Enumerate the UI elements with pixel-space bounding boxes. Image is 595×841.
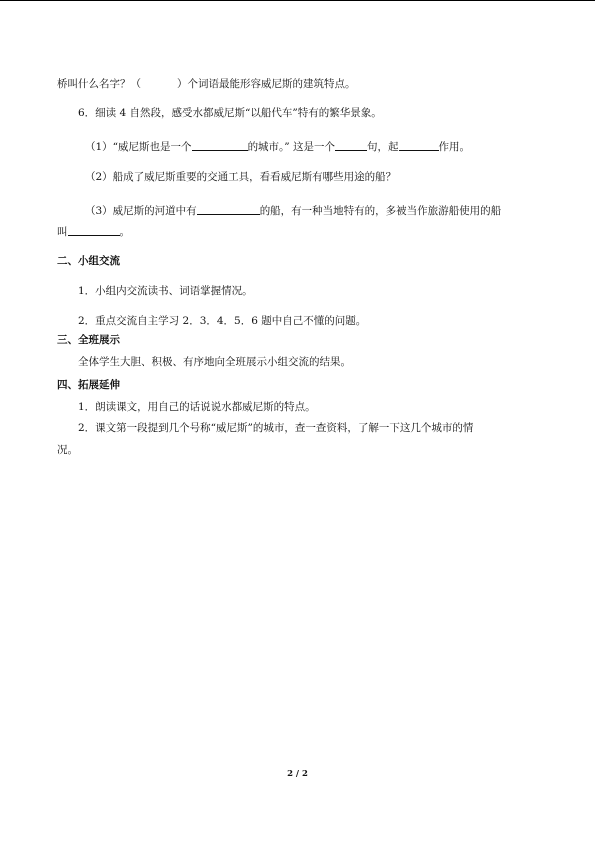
text-segment: 桥叫什么名字？（: [57, 78, 141, 90]
text-segment: 。: [119, 226, 130, 238]
page-number: 2 / 2: [287, 769, 308, 779]
question-6-3: [85, 202, 501, 218]
text-segment: 的船，有一种当地特有的，多被当作旅游船使用的船: [259, 205, 502, 217]
text-segment: 叫: [57, 226, 68, 238]
top-rule: [0, 0, 595, 1]
section-2-item-2: 2．重点交流自主学习 2．3．4．5．6 题中自己不懂的问题。: [78, 315, 367, 327]
question-6: 6．细读 4 自然段，感受水都威尼斯“以船代车”特有的繁华景象。: [78, 107, 382, 119]
section-3-title: 三、全班展示: [57, 334, 120, 346]
fill-blank[interactable]: [192, 139, 248, 151]
section-4-item-2-continued: 况。: [57, 444, 78, 456]
text-segment: 句，起: [367, 141, 399, 153]
section-4-item-2: 2．课文第一段提到几个号称“威尼斯”的城市，查一查资料，了解一下这几个城市的情: [78, 422, 474, 434]
text-segment: 的城市。” 这是一个: [247, 141, 336, 153]
fill-blank[interactable]: [335, 139, 367, 151]
text-segment: ）个词语最能形容威尼斯的建筑特点。: [177, 78, 356, 90]
text-segment: （1）“威尼斯也是一个: [85, 141, 192, 153]
question-6-2: （2）船成了威尼斯重要的交通工具，看看威尼斯有哪些用途的船？: [85, 171, 397, 183]
section-2-title: 二、小组交流: [57, 255, 120, 267]
text-segment: （3）威尼斯的河道中有: [85, 205, 197, 217]
section-4-item-1: 1．朗读课文，用自己的话说说水都威尼斯的特点。: [78, 401, 316, 413]
fill-blank[interactable]: [197, 203, 260, 215]
fill-blank[interactable]: [399, 139, 439, 151]
question-6-1: [85, 138, 470, 154]
section-4-title: 四、拓展延伸: [57, 379, 120, 391]
text-segment: 作用。: [438, 141, 471, 153]
section-2-item-1: 1．小组内交流读书、词语掌握情况。: [78, 285, 253, 297]
question-6-3-continued: [57, 223, 130, 239]
question-line-bridge-name: [57, 77, 356, 91]
section-3-text: 全体学生大胆、积极、有序地向全班展示小组交流的结果。: [78, 356, 351, 368]
fill-blank[interactable]: [68, 224, 120, 236]
